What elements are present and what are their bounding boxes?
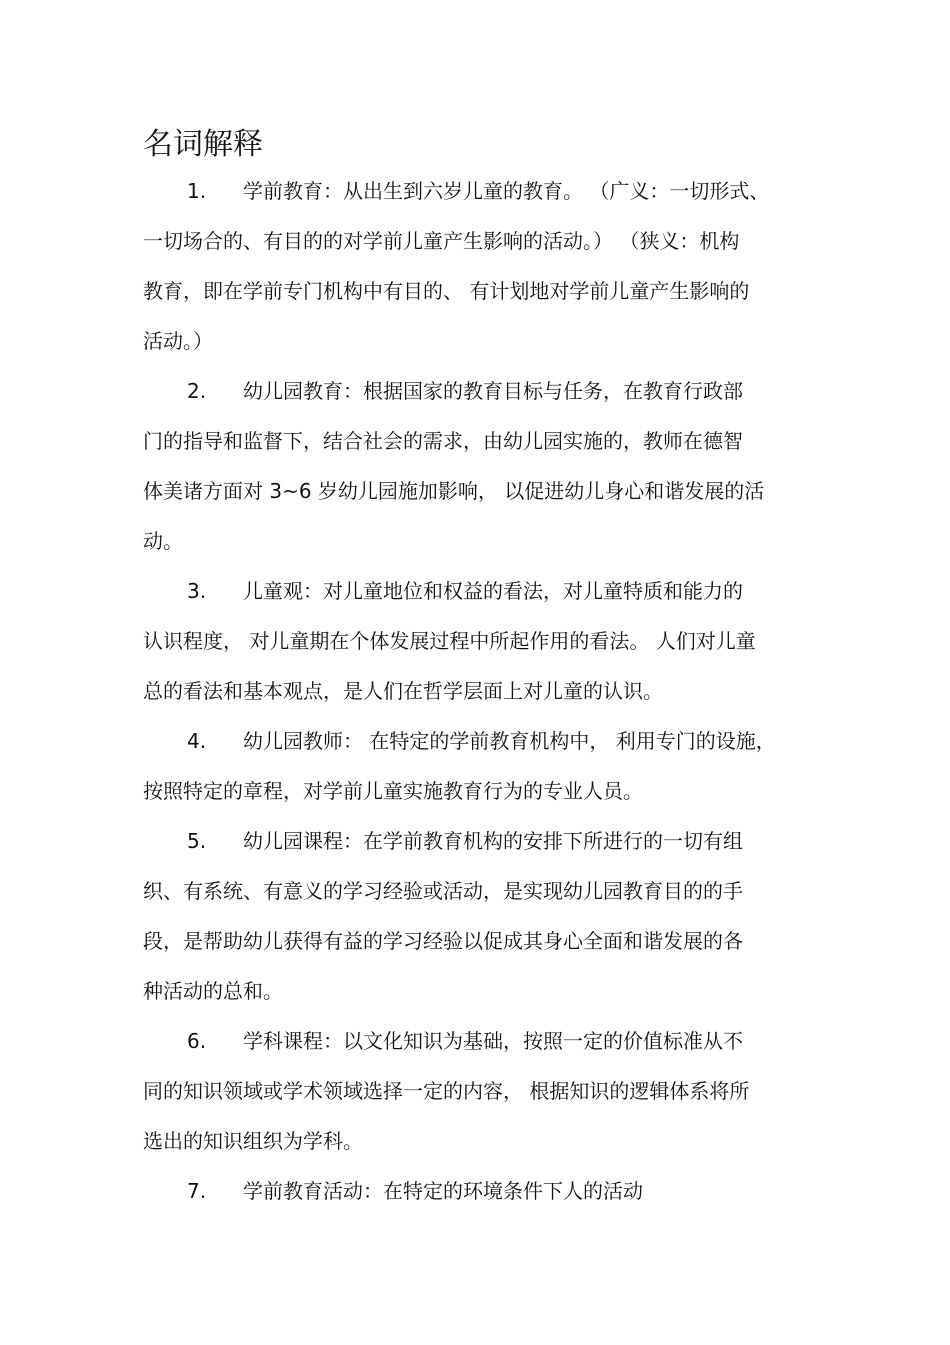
entry-number: 3. (187, 579, 207, 603)
entry-line: 同的知识领域或学术领域选择一定的内容， 根据知识的逻辑体系将所 (143, 1079, 750, 1103)
entry-line: 学前教育：从出生到六岁儿童的教育。 （广义：一切形式、 (243, 179, 770, 203)
entry-line: 总的看法和基本观点，是人们在哲学层面上对儿童的认识。 (143, 679, 663, 703)
entry-line: 幼儿园教师： 在特定的学前教育机构中， 利用专门的设施， (243, 729, 776, 753)
entry-number: 2. (187, 379, 207, 403)
entry-line: 认识程度， 对儿童期在个体发展过程中所起作用的看法。 人们对儿童 (143, 629, 756, 653)
entry-line: 段，是帮助幼儿获得有益的学习经验以促成其身心全面和谐发展的各 (143, 929, 743, 953)
entry-number: 7. (187, 1179, 207, 1203)
entry-line: 儿童观：对儿童地位和权益的看法，对儿童特质和能力的 (243, 579, 743, 603)
entry-line: 学科课程：以文化知识为基础，按照一定的价值标准从不 (243, 1029, 743, 1053)
page-title: 名词解释 (143, 127, 263, 162)
entry-line: 种活动的总和。 (143, 979, 283, 1003)
entry-number: 1. (187, 179, 207, 203)
entry-line: 体美诸方面对 3~6 岁幼儿园施加影响， 以促进幼儿身心和谐发展的活 (143, 479, 765, 503)
entry-line: 教育，即在学前专门机构中有目的、 有计划地对学前儿童产生影响的 (143, 279, 750, 303)
entry-line: 幼儿园课程：在学前教育机构的安排下所进行的一切有组 (243, 829, 743, 853)
entry-number: 5. (187, 829, 207, 853)
entry-number: 4. (187, 729, 207, 753)
entry-line: 学前教育活动：在特定的环境条件下人的活动 (243, 1179, 643, 1203)
entry-line: 织、有系统、有意义的学习经验或活动，是实现幼儿园教育目的的手 (143, 879, 743, 903)
entry-line: 一切场合的、有目的的对学前儿童产生影响的活动。） （狭义：机构 (143, 229, 740, 253)
entry-line: 选出的知识组织为学科。 (143, 1129, 363, 1153)
entry-number: 6. (187, 1029, 207, 1053)
entry-line: 活动。） (143, 329, 213, 353)
entry-line: 动。 (143, 529, 183, 553)
entry-line: 幼儿园教育：根据国家的教育目标与任务，在教育行政部 (243, 379, 743, 403)
entry-line: 门的指导和监督下，结合社会的需求，由幼儿园实施的，教师在德智 (143, 429, 743, 453)
entry-line: 按照特定的章程，对学前儿童实施教育行为的专业人员。 (143, 779, 643, 803)
